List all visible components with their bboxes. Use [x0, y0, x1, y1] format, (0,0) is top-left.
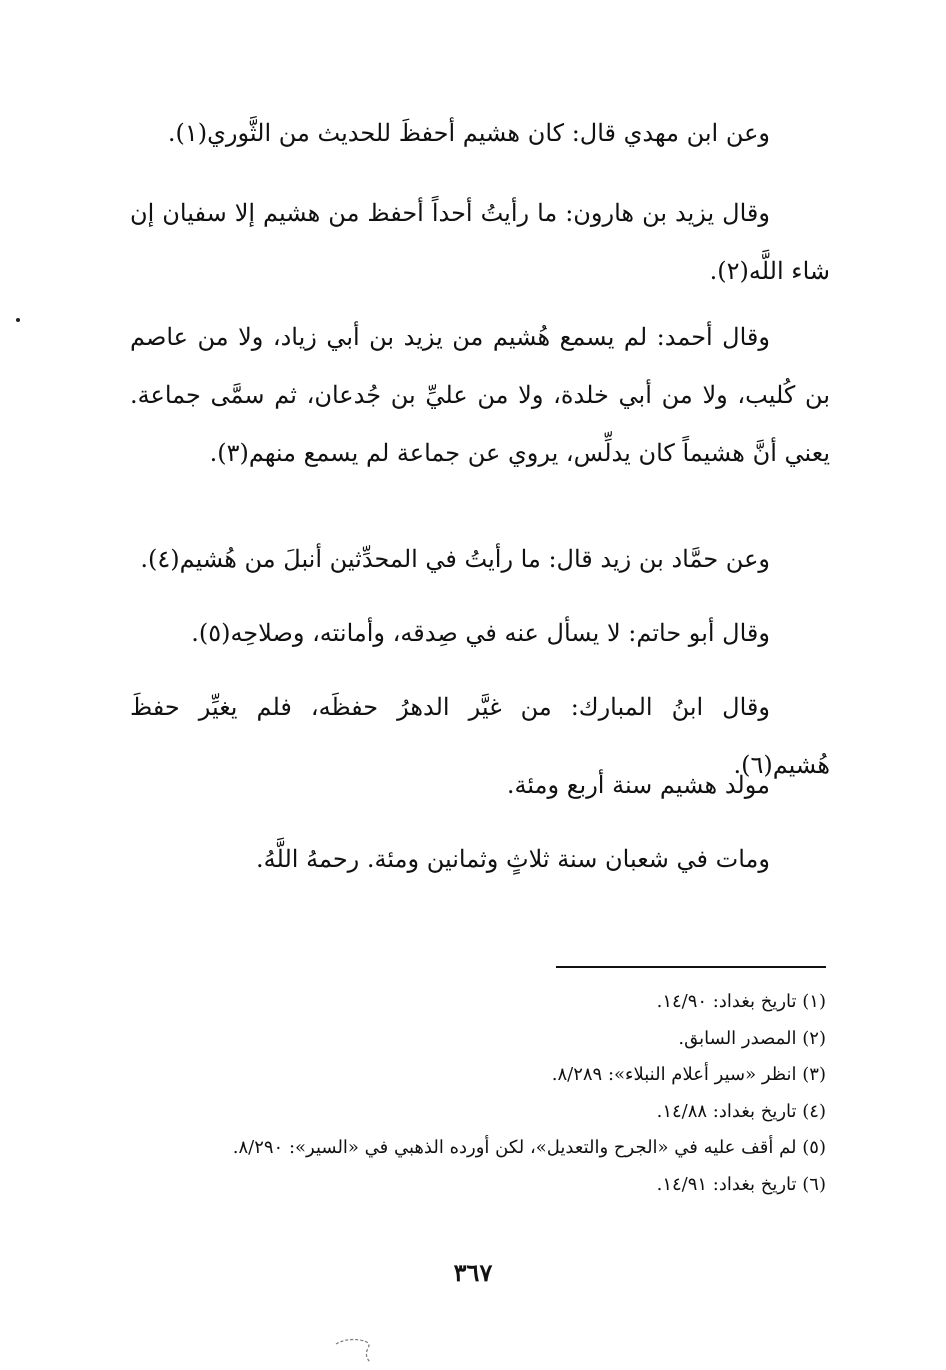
- footnote-3: (٣) انظر «سير أعلام النبلاء»: ٨/٢٨٩.: [551, 1064, 826, 1085]
- footnote-6: (٦) تاريخ بغداد: ١٤/٩١.: [656, 1173, 826, 1195]
- paragraph-hammad-ibn-zayd: وعن حمَّاد بن زيد قال: ما رأيتُ في المحدِّثين أنبلَ من هُشيم(٤).: [140, 545, 770, 573]
- paragraph-abu-hatim: وقال أبو حاتم: لا يسأل عنه في صِدقه، وأمانته، وصلاحِه(٥).: [191, 619, 770, 647]
- pencil-mark-icon: [332, 1334, 382, 1364]
- footnote-2: (٢) المصدر السابق.: [678, 1027, 826, 1049]
- paragraph-birth: مولد هشيم سنة أربع ومئة.: [506, 771, 770, 799]
- paragraph-ibn-al-mubarak: وقال ابنُ المبارك: من غيَّر الدهرُ حفظَه، فلم يغيِّر حفظَ هُشيم(٦).: [130, 693, 830, 779]
- paragraph-yazid-ibn-harun: وقال يزيد بن هارون: ما رأيتُ أحداً أحفظ من هشيم إلا سفيان إن شاء اللَّه(٢).: [130, 199, 830, 285]
- stray-ink-dot: [16, 318, 20, 322]
- paragraph-ibn-mahdi: وعن ابن مهدي قال: كان هشيم أحفظَ للحديث من الثَّوري(١).: [167, 119, 770, 147]
- footnote-separator-rule: [556, 966, 826, 968]
- footnote-1: (١) تاريخ بغداد: ١٤/٩٠.: [656, 991, 826, 1012]
- page-number: ٣٦٧: [453, 1258, 493, 1287]
- paragraph-death: ومات في شعبان سنة ثلاثٍ وثمانين ومئة. رحمهُ اللَّهُ.: [256, 845, 770, 873]
- footnotes-section: [120, 984, 826, 1203]
- paragraph-ahmad: وقال أحمد: لم يسمع هُشيم من يزيد بن أبي زياد، ولا من عاصم بن كُليب، ولا من أبي خلدة، ولا من عليِّ بن جُدعان، ثم سمَّى جماعة. يعني أنَّ هشيماً كان يدلِّس، يروي عن جماعة لم يسمع منهم(٣).: [130, 323, 830, 467]
- footnote-4: (٤) تاريخ بغداد: ١٤/٨٨.: [656, 1100, 826, 1122]
- footnote-5: (٥) لم أقف عليه في «الجرح والتعديل»، لكن أورده الذهبي في «السير»: ٨/٢٩٠.: [232, 1137, 826, 1158]
